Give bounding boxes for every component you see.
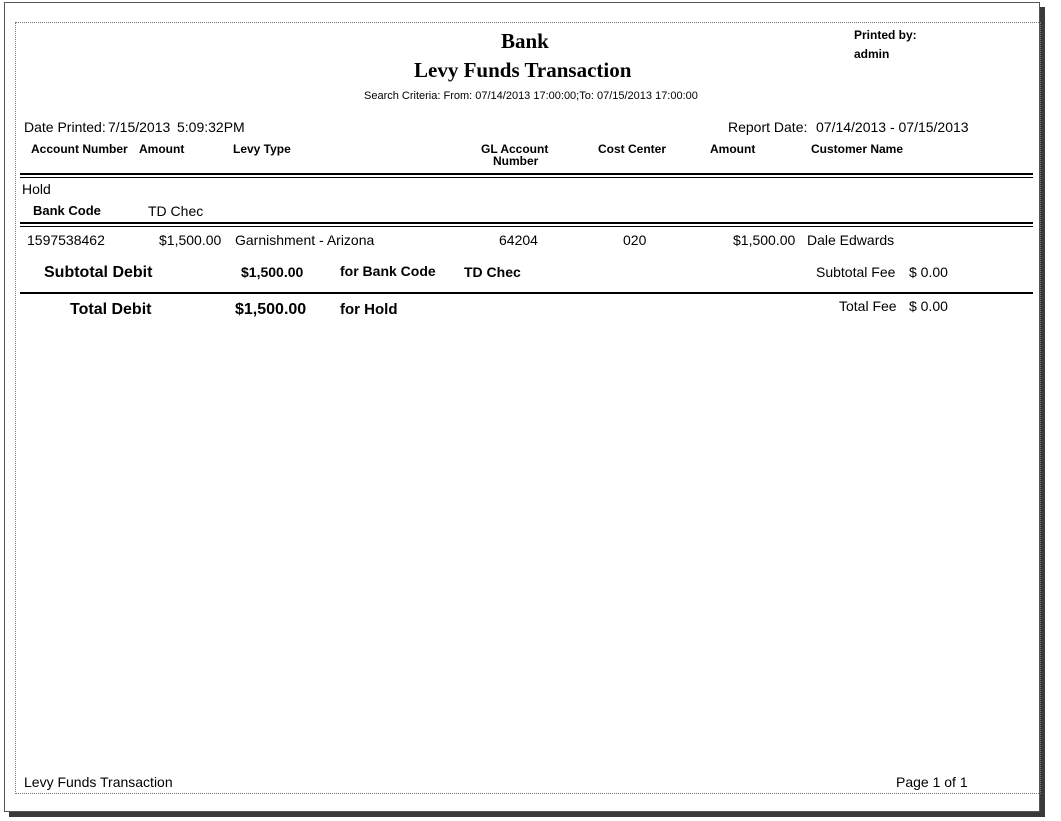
cell-cost-center: 020 (623, 232, 647, 248)
bank-code-value: TD Chec (148, 203, 204, 219)
printed-by-label: Printed by: (854, 28, 917, 42)
subtotal-rule (20, 292, 1033, 294)
cell-customer-name: Dale Edwards (807, 232, 895, 248)
report-frame (15, 22, 1041, 794)
header-rule-top (20, 173, 1033, 175)
total-amount: $1,500.00 (235, 301, 307, 318)
subtotal-for-label: for Bank Code (340, 263, 436, 279)
col-account-number: Account Number (31, 142, 128, 156)
date-printed-time: 5:09:32PM (177, 119, 245, 135)
search-criteria: Search Criteria: From: 07/14/2013 17:00:00;To: 07/15/2013 17:00:00 (364, 90, 698, 102)
cell-levy-type: Garnishment - Arizona (235, 232, 375, 248)
footer-title: Levy Funds Transaction (24, 774, 173, 790)
header-rule-bottom (20, 177, 1033, 178)
bank-code-label: Bank Code (33, 203, 101, 218)
col-gl-account-line1: GL Account (481, 142, 549, 156)
total-label: Total Debit (70, 301, 152, 318)
col-amount: Amount (139, 142, 185, 156)
subtotal-for-value: TD Chec (464, 264, 521, 280)
report-date-label: Report Date: (728, 119, 808, 135)
group-name: Hold (22, 181, 51, 197)
col-levy-type: Levy Type (233, 142, 291, 156)
printed-by-value: admin (854, 47, 890, 61)
date-printed-date: 7/15/2013 (108, 119, 171, 135)
subtotal-fee-value: $ 0.00 (909, 264, 948, 280)
total-fee-value: $ 0.00 (909, 298, 948, 314)
total-for-label: for Hold (340, 301, 398, 318)
subtotal-amount: $1,500.00 (241, 264, 304, 280)
cell-gl-account: 64204 (499, 232, 538, 248)
bank-title: Bank (501, 29, 549, 53)
footer-page: Page 1 of 1 (896, 774, 968, 790)
subtotal-label: Subtotal Debit (44, 264, 153, 281)
col-gl-account-line2: Number (493, 154, 539, 168)
cell-account-number: 1597538462 (27, 232, 105, 248)
col-cost-center: Cost Center (598, 142, 667, 156)
group-rule-bottom (20, 226, 1033, 227)
cell-amount: $1,500.00 (159, 232, 222, 248)
report-title: Levy Funds Transaction (414, 58, 632, 82)
col-amount-2: Amount (710, 142, 756, 156)
total-fee-label: Total Fee (839, 298, 897, 314)
group-rule-top (20, 222, 1033, 224)
subtotal-fee-label: Subtotal Fee (816, 264, 896, 280)
report-date-value: 07/14/2013 - 07/15/2013 (816, 119, 969, 135)
col-customer-name: Customer Name (811, 142, 904, 156)
date-printed-label: Date Printed: (24, 119, 106, 135)
cell-amount-2: $1,500.00 (733, 232, 796, 248)
